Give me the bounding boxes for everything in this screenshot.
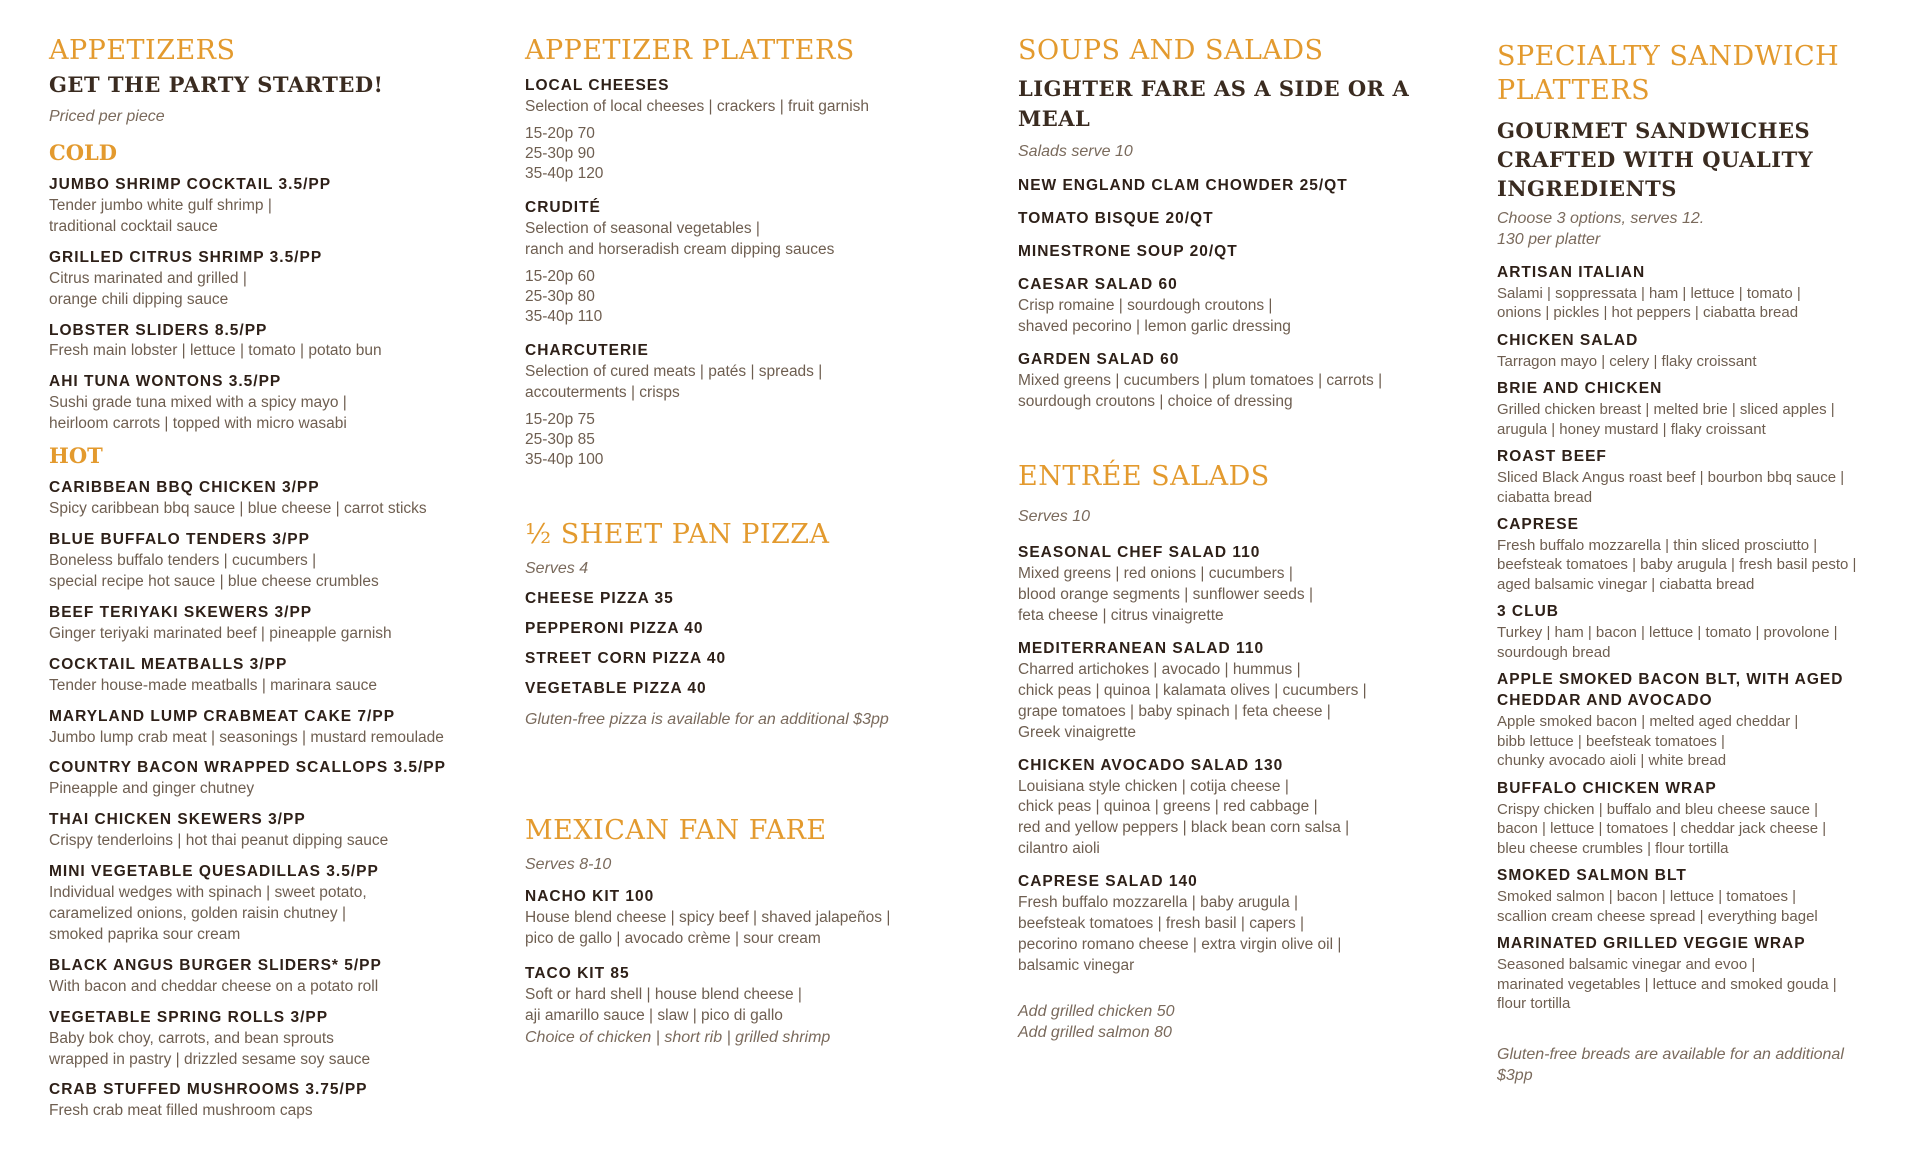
appetizers-title: APPETIZERS — [49, 35, 236, 66]
item-description: scallion cream cheese spread | everything bagel — [1497, 907, 1818, 925]
mexican-title: MEXICAN FAN FARE — [525, 815, 827, 846]
platter-item — [525, 341, 975, 470]
item-description: special recipe hot sauce | blue cheese crumbles — [49, 572, 379, 590]
menu-item — [49, 1080, 489, 1122]
item-description: Spicy caribbean bbq sauce | blue cheese | carrot sticks — [49, 500, 427, 518]
menu-item — [49, 478, 489, 520]
sandwich-item — [1497, 670, 1897, 770]
menu-item — [49, 372, 489, 435]
sandwich-item — [1497, 602, 1897, 662]
item-description: beefsteak tomatoes | baby arugula | fresh basil pesto | — [1497, 556, 1857, 574]
sandwich-note — [1497, 208, 1897, 251]
item-description: shaved pecorino | lemon garlic dressing — [1018, 317, 1291, 335]
soups-section — [1018, 34, 1448, 425]
item-name: NEW ENGLAND CLAM CHOWDER 25/QT — [1018, 177, 1348, 195]
item-options: Choice of chicken | short rib | grilled shrimp — [525, 1028, 831, 1046]
item-description: Sushi grade tuna mixed with a spicy mayo | — [49, 394, 347, 412]
menu-item — [49, 248, 489, 311]
item-name: TOMATO BISQUE 20/QT — [1018, 210, 1214, 228]
item-description: Sliced Black Angus roast beef | bourbon bbq sauce | — [1497, 469, 1845, 487]
price-list — [525, 124, 975, 184]
item-description: chunky avocado aioli | white bread — [1497, 752, 1727, 770]
soups-subtitle-line: MEAL — [1018, 106, 1091, 132]
item-name: VEGETABLE SPRING ROLLS 3/PP — [49, 1008, 329, 1026]
item-description: Mixed greens | red onions | cucumbers | — [1018, 565, 1293, 583]
item-description: balsamic vinegar — [1018, 956, 1135, 974]
menu-item — [49, 175, 489, 238]
item-name: CHICKEN AVOCADO SALAD 130 — [1018, 756, 1284, 774]
platters-list — [525, 76, 975, 471]
item-description: Fresh main lobster | lettuce | tomato | potato bun — [49, 342, 382, 360]
item-description: Louisiana style chicken | cotija cheese | — [1018, 777, 1289, 795]
item-name: THAI CHICKEN SKEWERS 3/PP — [49, 811, 306, 829]
mexican-note: Serves 8-10 — [525, 855, 612, 873]
item-description: marinated vegetables | lettuce and smoked gouda | — [1497, 975, 1837, 993]
item-name: ROAST BEEF — [1497, 448, 1607, 466]
item-name: MINI VEGETABLE QUESADILLAS 3.5/PP — [49, 863, 379, 881]
item-name: TACO KIT 85 — [525, 965, 630, 983]
item-description: aged balsamic vinegar | ciabatta bread — [1497, 575, 1755, 593]
item-name: CAPRESE SALAD 140 — [1018, 873, 1198, 891]
item-description: sourdough bread — [1497, 643, 1611, 661]
item-description: Pineapple and ginger chutney — [49, 780, 255, 798]
item-description: Crispy chicken | buffalo and bleu cheese sauce | — [1497, 800, 1819, 818]
sandwich-list — [1497, 263, 1897, 1014]
soups-subtitle-line: LIGHTER FARE AS A SIDE OR A — [1018, 75, 1410, 101]
entree-section — [1018, 460, 1448, 1044]
sandwich-column — [1497, 40, 1897, 1087]
item-name: NACHO KIT 100 — [525, 888, 655, 906]
sandwich-note-line: Choose 3 options, serves 12. — [1497, 209, 1705, 227]
soup-item — [1018, 275, 1448, 338]
soup-item — [1018, 242, 1448, 263]
price-line: 35-40p 120 — [525, 164, 604, 182]
menu-item — [49, 810, 489, 852]
soup-item — [1018, 350, 1448, 413]
soups-list — [1018, 176, 1448, 412]
mexican-section — [525, 814, 975, 1062]
addon-chicken: Add grilled chicken 50 — [1018, 1002, 1175, 1020]
item-description: ranch and horseradish cream dipping sauces — [525, 240, 835, 258]
item-description: Boneless buffalo tenders | cucumbers | — [49, 552, 317, 570]
item-name: BUFFALO CHICKEN WRAP — [1497, 779, 1717, 797]
item-description: caramelized onions, golden raisin chutney | — [49, 904, 346, 922]
item-description: Apple smoked bacon | melted aged cheddar | — [1497, 713, 1799, 731]
item-description: Selection of cured meats | patés | spreads | — [525, 363, 823, 381]
item-name: CHICKEN SALAD — [1497, 331, 1639, 349]
sandwich-item — [1497, 934, 1897, 1013]
item-description: Fresh crab meat filled mushroom caps — [49, 1102, 313, 1120]
pizza-note: Serves 4 — [525, 559, 589, 577]
item-description: Selection of seasonal vegetables | — [525, 219, 760, 237]
price-line: 35-40p 100 — [525, 451, 604, 469]
item-description: chick peas | quinoa | greens | red cabbage | — [1018, 798, 1318, 816]
pizza-item: PEPPERONI PIZZA 40 — [525, 620, 704, 638]
sandwich-subtitle-line: INGREDIENTS — [1497, 176, 1677, 202]
item-name: ARTISAN ITALIAN — [1497, 263, 1646, 281]
item-description: red and yellow peppers | black bean corn salsa | — [1018, 819, 1350, 837]
soups-note: Salads serve 10 — [1018, 142, 1133, 160]
mexican-item — [525, 887, 975, 950]
mexican-item — [525, 964, 975, 1048]
item-description: Fresh buffalo mozzarella | thin sliced prosciutto | — [1497, 536, 1818, 554]
item-description: Soft or hard shell | house blend cheese | — [525, 986, 802, 1004]
entree-item — [1018, 872, 1448, 977]
item-description: heirloom carrots | topped with micro wasabi — [49, 415, 347, 433]
item-description: onions | pickles | hot peppers | ciabatta bread — [1497, 304, 1799, 322]
hot-title: HOT — [49, 443, 103, 469]
soups-title: SOUPS AND SALADS — [1018, 35, 1324, 66]
item-name: BEEF TERIYAKI SKEWERS 3/PP — [49, 603, 313, 621]
item-description: blood orange segments | sunflower seeds | — [1018, 586, 1313, 604]
item-name: MEDITERRANEAN SALAD 110 — [1018, 640, 1265, 658]
item-description: flour tortilla — [1497, 995, 1571, 1012]
item-description: Individual wedges with spinach | sweet potato, — [49, 884, 367, 902]
item-description: accouterments | crisps — [525, 384, 680, 402]
entree-addons — [1018, 1001, 1448, 1044]
item-description: Greek vinaigrette — [1018, 723, 1137, 741]
item-description: feta cheese | citrus vinaigrette — [1018, 607, 1224, 625]
price-line: 15-20p 70 — [525, 124, 595, 142]
price-line: 15-20p 60 — [525, 267, 595, 285]
entree-item — [1018, 639, 1448, 744]
appetizers-subtitle: GET THE PARTY STARTED! — [49, 71, 384, 97]
item-description: Citrus marinated and grilled | — [49, 269, 247, 287]
item-description: orange chili dipping sauce — [49, 290, 229, 308]
price-line: 35-40p 110 — [525, 308, 603, 326]
soup-item — [1018, 209, 1448, 230]
item-description: sourdough croutons | choice of dressing — [1018, 392, 1293, 410]
sandwich-title-line: SPECIALTY SANDWICH — [1497, 41, 1840, 72]
sandwich-item — [1497, 866, 1897, 926]
item-name: CRAB STUFFED MUSHROOMS 3.75/PP — [49, 1081, 368, 1099]
item-description: bleu cheese crumbles | flour tortilla — [1497, 839, 1729, 857]
hot-list — [49, 478, 489, 1122]
item-description: Salami | soppressata | ham | lettuce | tomato | — [1497, 284, 1801, 302]
item-name: MINESTRONE SOUP 20/QT — [1018, 243, 1238, 261]
item-description: pecorino romano cheese | extra virgin olive oil | — [1018, 936, 1342, 954]
pizza-footer: Gluten-free pizza is available for an additional $3pp — [525, 711, 889, 729]
item-name: CRUDITÉ — [525, 199, 601, 217]
pizza-section — [525, 518, 975, 731]
item-name: LOCAL CHEESES — [525, 76, 670, 94]
item-description: Mixed greens | cucumbers | plum tomatoes | carrots | — [1018, 371, 1383, 389]
item-description: House blend cheese | spicy beef | shaved jalapeños | — [525, 909, 891, 927]
item-name: CAESAR SALAD 60 — [1018, 275, 1178, 293]
entree-item — [1018, 756, 1448, 861]
sandwich-item — [1497, 447, 1897, 507]
cold-list — [49, 175, 489, 435]
item-name: CHARCUTERIE — [525, 342, 649, 360]
item-name: COCKTAIL MEATBALLS 3/PP — [49, 655, 288, 673]
item-description: Grilled chicken breast | melted brie | sliced apples | — [1497, 401, 1835, 419]
price-line: 25-30p 85 — [525, 431, 595, 449]
cold-title: COLD — [49, 139, 117, 165]
menu-item — [49, 758, 489, 800]
item-name: SMOKED SALMON BLT — [1497, 867, 1687, 885]
item-description: Tender house-made meatballs | marinara sauce — [49, 676, 377, 694]
menu-item — [49, 956, 489, 998]
entree-note: Serves 10 — [1018, 507, 1091, 525]
sandwich-footer-line: $3pp — [1497, 1067, 1533, 1085]
item-name: CARIBBEAN BBQ CHICKEN 3/PP — [49, 479, 320, 497]
item-name: SEASONAL CHEF SALAD 110 — [1018, 544, 1261, 562]
sandwich-subtitle-line: CRAFTED WITH QUALITY — [1497, 146, 1814, 172]
item-description: Tarragon mayo | celery | flaky croissant — [1497, 352, 1757, 370]
entree-item — [1018, 543, 1448, 627]
item-description: Tender jumbo white gulf shrimp | — [49, 196, 272, 214]
item-description: traditional cocktail sauce — [49, 217, 218, 235]
item-description: arugula | honey mustard | flaky croissant — [1497, 420, 1766, 438]
pizza-item: VEGETABLE PIZZA 40 — [525, 680, 707, 698]
item-name: GARDEN SALAD 60 — [1018, 350, 1180, 368]
item-description: Crisp romaine | sourdough croutons | — [1018, 296, 1273, 314]
sandwich-note-line: 130 per platter — [1497, 231, 1601, 249]
menu-item — [49, 603, 489, 645]
price-list — [525, 410, 975, 470]
sandwich-item — [1497, 515, 1897, 594]
sandwich-title — [1497, 40, 1897, 108]
item-description: aji amarillo sauce | slaw | pico di gallo — [525, 1006, 783, 1024]
appetizers-note: Priced per piece — [49, 108, 165, 126]
soups-subtitle — [1018, 74, 1448, 135]
sandwich-footer — [1497, 1044, 1897, 1087]
item-description: Crispy tenderloins | hot thai peanut dipping sauce — [49, 832, 389, 850]
menu-item — [49, 530, 489, 593]
pizza-item: STREET CORN PIZZA 40 — [525, 650, 727, 668]
item-name: BLACK ANGUS BURGER SLIDERS* 5/PP — [49, 956, 382, 974]
item-description: Baby bok choy, carrots, and bean sprouts — [49, 1029, 334, 1047]
pizza-item: CHEESE PIZZA 35 — [525, 590, 674, 608]
item-description: cilantro aioli — [1018, 840, 1100, 858]
item-description: Seasoned balsamic vinegar and evoo | — [1497, 956, 1756, 973]
sandwich-subtitle-line: GOURMET SANDWICHES — [1497, 117, 1811, 143]
item-name: MARINATED GRILLED VEGGIE WRAP — [1497, 935, 1806, 953]
menu-item — [49, 707, 489, 749]
price-line: 25-30p 80 — [525, 287, 595, 305]
item-description: Selection of local cheeses | crackers | fruit garnish — [525, 97, 870, 115]
item-name: CHEDDAR AND AVOCADO — [1497, 692, 1713, 710]
item-name: LOBSTER SLIDERS 8.5/PP — [49, 321, 268, 339]
item-description: Jumbo lump crab meat | seasonings | mustard remoulade — [49, 728, 444, 746]
item-name: GRILLED CITRUS SHRIMP 3.5/PP — [49, 248, 323, 266]
item-name: CAPRESE — [1497, 516, 1579, 534]
item-description: grape tomatoes | baby spinach | feta cheese | — [1018, 702, 1331, 720]
item-description: Fresh buffalo mozzarella | baby arugula | — [1018, 894, 1299, 912]
menu-item — [49, 862, 489, 946]
sandwich-item — [1497, 331, 1897, 371]
item-description: With bacon and cheddar cheese on a potato roll — [49, 977, 379, 995]
price-list — [525, 267, 975, 327]
item-description: beefsteak tomatoes | fresh basil | capers | — [1018, 915, 1305, 933]
sandwich-item — [1497, 379, 1897, 439]
item-description: Charred artichokes | avocado | hummus | — [1018, 660, 1301, 678]
item-description: Ginger teriyaki marinated beef | pineapple garnish — [49, 624, 392, 642]
menu-item — [49, 321, 489, 363]
sandwich-title-line: PLATTERS — [1497, 74, 1651, 106]
sandwich-subtitle — [1497, 116, 1897, 204]
pizza-title: ½ SHEET PAN PIZZA — [525, 519, 830, 550]
item-name: 3 CLUB — [1497, 603, 1559, 621]
item-name: COUNTRY BACON WRAPPED SCALLOPS 3.5/PP — [49, 759, 446, 777]
platters-title: APPETIZER PLATTERS — [525, 35, 855, 66]
item-name: JUMBO SHRIMP COCKTAIL 3.5/PP — [49, 175, 332, 193]
platters-section — [525, 34, 975, 484]
menu-item — [49, 1008, 489, 1071]
item-description: smoked paprika sour cream — [49, 925, 241, 943]
item-name: BLUE BUFFALO TENDERS 3/PP — [49, 531, 310, 549]
item-description: chick peas | quinoa | kalamata olives | cucumbers | — [1018, 681, 1367, 699]
item-description: ciabatta bread — [1497, 488, 1593, 506]
sandwich-footer-line: Gluten-free breads are available for an additional — [1497, 1045, 1844, 1063]
platter-item — [525, 198, 975, 327]
price-line: 25-30p 90 — [525, 144, 595, 162]
item-name: AHI TUNA WONTONS 3.5/PP — [49, 373, 282, 391]
soup-item — [1018, 176, 1448, 197]
menu-item — [49, 655, 489, 697]
addon-salmon: Add grilled salmon 80 — [1018, 1024, 1172, 1042]
item-description: pico de gallo | avocado crème | sour cream — [525, 930, 821, 948]
appetizers-column — [49, 34, 489, 1132]
item-description: Turkey | ham | bacon | lettuce | tomato | provolone | — [1497, 624, 1838, 642]
item-description: Smoked salmon | bacon | lettuce | tomatoes | — [1497, 888, 1797, 906]
item-name: BRIE AND CHICKEN — [1497, 380, 1663, 398]
platter-item — [525, 76, 975, 184]
price-line: 15-20p 75 — [525, 410, 595, 428]
item-name: APPLE SMOKED BACON BLT, WITH AGED — [1497, 671, 1844, 689]
entree-title: ENTRÉE SALADS — [1018, 461, 1270, 492]
item-name: MARYLAND LUMP CRABMEAT CAKE 7/PP — [49, 707, 396, 725]
mexican-list — [525, 887, 975, 1048]
item-description: bibb lettuce | beefsteak tomatoes | — [1497, 732, 1725, 750]
item-description: bacon | lettuce | tomatoes | cheddar jack cheese | — [1497, 820, 1827, 838]
pizza-list — [525, 589, 975, 700]
entree-list — [1018, 543, 1448, 977]
sandwich-item — [1497, 263, 1897, 323]
sandwich-item — [1497, 779, 1897, 858]
item-description: wrapped in pastry | drizzled sesame soy sauce — [49, 1050, 371, 1068]
